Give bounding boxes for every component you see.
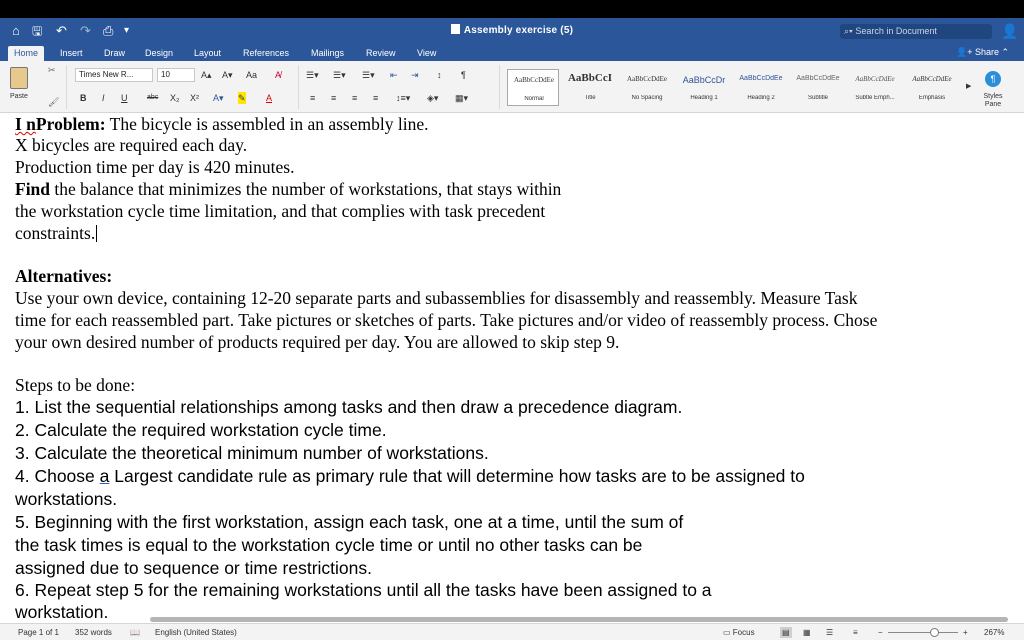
collapse-ribbon-icon[interactable]: ⌃ (999, 47, 1010, 57)
page-count[interactable]: Page 1 of 1 (18, 628, 59, 637)
styles-more-icon[interactable]: ▶ (966, 83, 972, 90)
style-name: Normal (524, 96, 544, 102)
share-button[interactable] (956, 46, 1009, 59)
doc-line: X bicycles are required each day. (15, 135, 248, 155)
step-line: 5. Beginning with the first workstation, assign each task, one at a time, until the sum of (15, 512, 684, 532)
format-painter-icon[interactable]: 🖌 (48, 97, 60, 107)
style-heading-1[interactable] (678, 69, 730, 106)
cut-icon[interactable]: ✂ (48, 65, 56, 75)
shrink-font-button[interactable]: A▾ (222, 70, 233, 80)
strikethrough-button[interactable]: abc (147, 94, 159, 101)
doc-line: Use your own device, containing 12-20 separate parts and subassemblies for disassembly and reassembly. Measure Task (15, 288, 858, 308)
outline-icon[interactable]: ☰ (826, 628, 834, 637)
tab-layout[interactable]: Layout (194, 48, 222, 58)
problem-prefix: I n (15, 114, 36, 134)
focus-icon: ▭ (723, 628, 733, 637)
font-color-icon[interactable]: A (266, 93, 273, 103)
zoom-in-icon[interactable]: + (963, 628, 968, 637)
style-sample: AaBbCcDdEe (626, 75, 668, 83)
doc-line: time for each reassembled part. Take pictures or sketches of parts. Take pictures and/or video of reassembly process. Chose (15, 310, 878, 330)
zoom-level[interactable]: 267% (984, 628, 1005, 637)
justify-icon[interactable]: ≡ (373, 93, 379, 103)
divider (298, 65, 299, 109)
step-grammar-flag: a (99, 466, 110, 486)
paste-icon[interactable] (10, 67, 28, 89)
style-subtitle[interactable] (792, 69, 844, 106)
redo-icon[interactable]: ↷ (80, 23, 91, 38)
style-sample: AaBbCcDdEe (855, 75, 895, 83)
align-center-icon[interactable]: ≡ (331, 93, 337, 103)
style-name: Heading 2 (747, 95, 775, 101)
style-name: Subtitle (807, 95, 828, 101)
document-icon (451, 24, 460, 34)
increase-indent-icon[interactable]: ⇥ (411, 70, 419, 80)
step-line: workstation. (15, 602, 109, 622)
problem-line (15, 114, 428, 135)
print-icon[interactable]: ⎙ (103, 23, 114, 38)
bold-button[interactable]: B (80, 93, 87, 103)
add-person-icon: 👤+ (956, 47, 975, 57)
change-case-icon[interactable]: Aa (246, 70, 258, 80)
step-text: 4. Choose (15, 466, 100, 486)
step-line: 6. Repeat step 5 for the remaining workstations until all the tasks have been assigned to a (15, 580, 712, 600)
sort-icon[interactable]: ↕ (437, 70, 442, 80)
decrease-indent-icon[interactable]: ⇤ (390, 70, 398, 80)
home-icon[interactable]: ⌂ (12, 23, 20, 38)
style-sample: AaBbCcDdEe (912, 75, 952, 83)
font-size-select[interactable] (157, 68, 195, 82)
ribbon-home (0, 61, 1024, 113)
document-title-text: Assembly exercise (5) (463, 25, 574, 36)
style-sample: AaBbCcDdEe (513, 76, 555, 84)
style-name: Subtle Emph... (855, 95, 895, 101)
doc-line (15, 222, 97, 244)
doc-line-text: constraints. (15, 223, 96, 243)
word-count[interactable]: 352 words (75, 628, 112, 637)
tab-review[interactable]: Review (366, 48, 396, 58)
styles-pane-button[interactable]: Styles Pane (983, 93, 1003, 108)
status-bar (0, 623, 1024, 640)
zoom-slider[interactable] (888, 632, 958, 633)
step-text: Largest candidate rule as primary rule that will determine how tasks are to be assigned to (109, 466, 805, 486)
draft-icon[interactable]: ≡ (853, 628, 858, 637)
save-icon[interactable]: 🖫 (32, 24, 43, 38)
search-placeholder: Search in Document (855, 26, 937, 36)
styles-pane-icon[interactable]: ¶ (985, 71, 1001, 87)
doc-line: Production time per day is 420 minutes. (15, 157, 295, 177)
problem-label: Problem: (35, 114, 106, 134)
step-line (15, 465, 805, 487)
find-line (15, 178, 561, 200)
styles-gallery (507, 69, 962, 106)
alternatives-label: Alternatives: (15, 266, 113, 286)
step-line: assigned due to sequence or time restrictions. (15, 558, 372, 578)
highlight-icon[interactable]: ✎ (238, 93, 246, 103)
document-page[interactable] (0, 114, 1024, 623)
web-layout-icon[interactable]: ▦ (803, 628, 811, 637)
problem-text: The bicycle is assembled in an assembly line. (105, 114, 429, 134)
doc-line: your own desired number of products required per day. You are allowed to skip step 9. (15, 332, 620, 352)
style-heading-2[interactable] (735, 69, 787, 106)
style-emphasis[interactable] (906, 69, 958, 106)
focus-button[interactable] (723, 627, 755, 638)
zoom-out-icon[interactable]: − (878, 628, 883, 637)
align-left-icon[interactable]: ≡ (310, 93, 316, 103)
style-sample: AaBbCcDr (682, 75, 726, 85)
borders-icon[interactable]: ▦▾ (455, 93, 469, 103)
style-subtle-emphasis[interactable] (849, 69, 901, 106)
shading-icon[interactable]: ◈▾ (427, 93, 439, 103)
step-line: 3. Calculate the theoretical minimum number of workstations. (15, 443, 489, 463)
text-cursor (96, 225, 97, 242)
style-title[interactable] (564, 69, 616, 106)
step-line: 1. List the sequential relationships among tasks and then draw a precedence diagram. (15, 397, 683, 417)
doc-line: the workstation cycle time limitation, and that complies with task precedent (15, 201, 546, 221)
ribbon-tabs (0, 44, 1024, 61)
font-size-value: 10 (161, 70, 170, 79)
undo-icon[interactable]: ↶ (56, 23, 67, 38)
subscript-button[interactable]: X₂ (170, 93, 180, 103)
style-no-spacing[interactable] (621, 69, 673, 106)
tab-references[interactable]: References (243, 48, 290, 58)
tab-draw[interactable]: Draw (104, 48, 126, 58)
steps-heading: Steps to be done: (15, 375, 136, 395)
step-line: 2. Calculate the required workstation cycle time. (15, 420, 387, 440)
screen-top-bar (0, 0, 1024, 18)
show-formatting-icon[interactable]: ¶ (461, 70, 466, 80)
style-name: No Spacing (631, 95, 663, 101)
search-input[interactable] (840, 24, 992, 39)
tab-view[interactable]: View (417, 48, 437, 58)
proofing-icon[interactable]: 📖 (130, 628, 140, 637)
underline-button[interactable]: U (121, 93, 128, 103)
paste-label[interactable]: Paste (10, 93, 28, 100)
divider (499, 65, 500, 109)
focus-label: Focus (732, 628, 755, 637)
find-label: Find (15, 179, 51, 199)
italic-button[interactable]: I (102, 93, 105, 103)
grow-font-button[interactable]: A▴ (201, 70, 212, 80)
divider (66, 65, 67, 109)
find-text: the balance that minimizes the number of workstations, that stays within (50, 179, 562, 199)
search-icon: ⌕▾ (844, 26, 856, 36)
numbering-icon[interactable]: ☰▾ (333, 70, 346, 80)
style-normal[interactable] (507, 69, 559, 106)
language[interactable]: English (United States) (155, 628, 237, 637)
tab-home[interactable]: Home (8, 46, 44, 61)
share-label: Share (974, 47, 999, 57)
font-name-select[interactable] (75, 68, 153, 82)
title-bar (0, 18, 1024, 44)
account-icon[interactable]: 👤 (1001, 23, 1019, 39)
line-spacing-icon[interactable]: ↕≡▾ (396, 93, 411, 103)
tab-mailings[interactable]: Mailings (311, 48, 345, 58)
style-sample: AaBbCcI (567, 72, 612, 84)
alternatives-heading (15, 265, 112, 287)
superscript-button[interactable]: X² (190, 93, 199, 103)
style-name: Heading 1 (690, 95, 718, 101)
multilevel-list-icon[interactable]: ☰▾ (362, 70, 375, 80)
clear-formatting-icon[interactable]: A̸ (275, 70, 282, 80)
style-sample: AaBbCcDdEe (796, 75, 840, 82)
style-name: Title (584, 95, 596, 101)
style-sample: AaBbCcDdEe (739, 75, 783, 82)
bullets-icon[interactable]: ☰▾ (306, 70, 319, 80)
horizontal-scrollbar[interactable] (150, 617, 1008, 622)
zoom-slider-thumb[interactable] (930, 628, 939, 637)
step-line: the task times is equal to the workstation cycle time or until no other tasks can be (15, 535, 643, 555)
customize-toolbar-icon[interactable]: ▾ (124, 25, 130, 36)
tab-insert[interactable]: Insert (60, 48, 83, 58)
print-layout-icon[interactable]: ▤ (782, 628, 790, 637)
step-line: workstations. (15, 489, 118, 509)
align-right-icon[interactable]: ≡ (352, 93, 358, 103)
text-effects-icon[interactable]: A▾ (213, 93, 224, 103)
style-name: Emphasis (918, 95, 946, 101)
tab-design[interactable]: Design (145, 48, 174, 58)
font-name-value: Times New R... (79, 70, 134, 79)
